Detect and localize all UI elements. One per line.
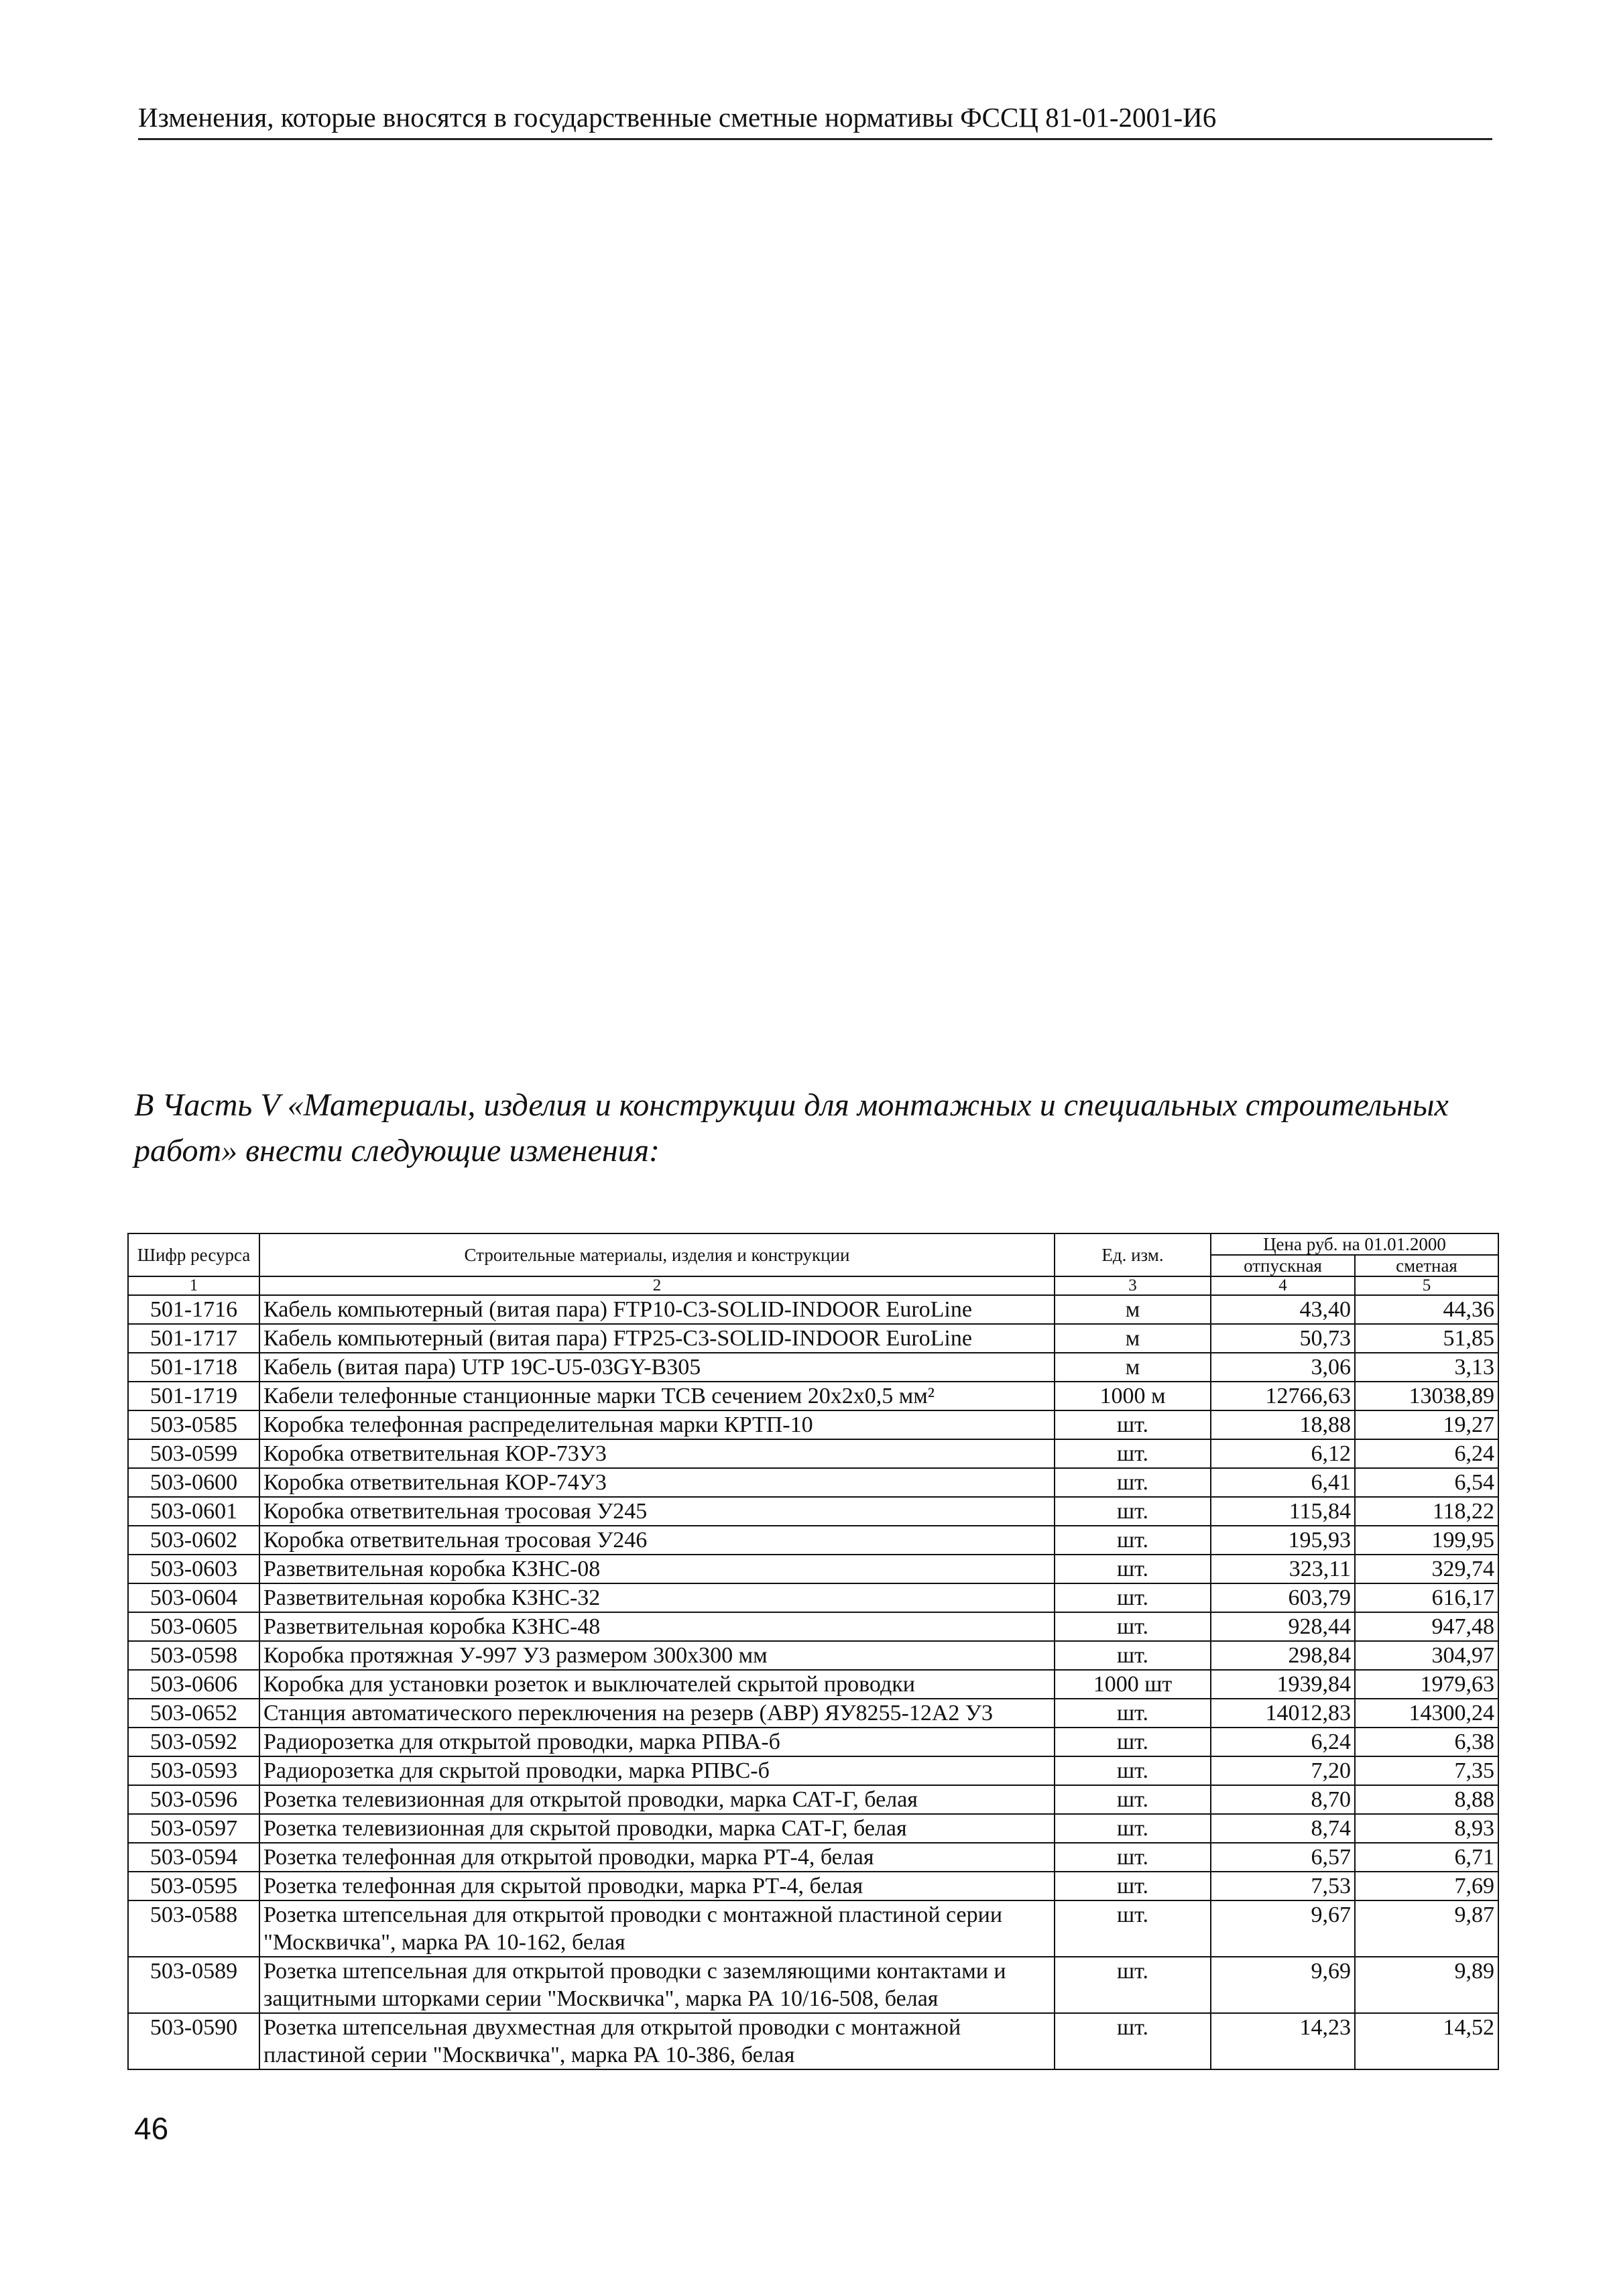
estimate-price-cell: 14,52 bbox=[1355, 2013, 1498, 2069]
unit-cell: шт. bbox=[1055, 1699, 1211, 1728]
col-header-release-price: отпускная bbox=[1211, 1255, 1355, 1276]
release-price-cell: 6,12 bbox=[1211, 1439, 1355, 1468]
table-row bbox=[128, 1900, 1498, 1957]
estimate-price-cell: 7,69 bbox=[1355, 1872, 1498, 1900]
resource-code-cell: 503-0590 bbox=[128, 2013, 259, 2069]
table-row bbox=[128, 1382, 1498, 1410]
unit-cell: м bbox=[1055, 1295, 1211, 1324]
resource-code-cell: 503-0652 bbox=[128, 1699, 259, 1728]
estimate-price-cell: 19,27 bbox=[1355, 1410, 1498, 1439]
table-row bbox=[128, 1957, 1498, 2013]
release-price-cell: 9,67 bbox=[1211, 1900, 1355, 1957]
release-price-cell: 43,40 bbox=[1211, 1295, 1355, 1324]
resource-code-cell: 503-0589 bbox=[128, 1957, 259, 2013]
release-price-cell: 7,20 bbox=[1211, 1756, 1355, 1785]
document-header: Изменения, которые вносятся в государственные сметные нормативы ФССЦ 81-01-2001-И6 bbox=[138, 101, 1492, 140]
resource-code-cell: 501-1718 bbox=[128, 1353, 259, 1382]
release-price-cell: 8,74 bbox=[1211, 1814, 1355, 1843]
resource-code-cell: 503-0588 bbox=[128, 1900, 259, 1957]
estimate-price-cell: 51,85 bbox=[1355, 1324, 1498, 1353]
resource-code-cell: 503-0592 bbox=[128, 1728, 259, 1756]
table-row bbox=[128, 1728, 1498, 1756]
resource-name-cell: Коробка для установки розеток и выключателей скрытой проводки bbox=[259, 1670, 1055, 1699]
release-price-cell: 14,23 bbox=[1211, 2013, 1355, 2069]
estimate-price-cell: 7,35 bbox=[1355, 1756, 1498, 1785]
estimate-price-cell: 9,87 bbox=[1355, 1900, 1498, 1957]
release-price-cell: 3,06 bbox=[1211, 1353, 1355, 1382]
table-row bbox=[128, 1670, 1498, 1699]
page-number: 46 bbox=[134, 2111, 169, 2146]
resource-name-cell: Кабели телефонные станционные марки ТСВ сечением 20x2x0,5 мм² bbox=[259, 1382, 1055, 1410]
unit-cell: шт. bbox=[1055, 1641, 1211, 1670]
table-row bbox=[128, 1843, 1498, 1872]
resource-name-cell: Розетка штепсельная для открытой проводки с монтажной пластиной серии "Москвичка", марка РА 10-162, белая bbox=[259, 1900, 1055, 1957]
resource-name-cell: Коробка телефонная распределительная марки КРТП-10 bbox=[259, 1410, 1055, 1439]
release-price-cell: 603,79 bbox=[1211, 1583, 1355, 1612]
resource-name-cell: Розетка телефонная для скрытой проводки, марка РТ-4, белая bbox=[259, 1872, 1055, 1900]
resource-price-table bbox=[127, 1233, 1499, 2070]
resource-code-cell: 503-0597 bbox=[128, 1814, 259, 1843]
unit-cell: шт. bbox=[1055, 1583, 1211, 1612]
release-price-cell: 115,84 bbox=[1211, 1497, 1355, 1526]
unit-cell: 1000 шт bbox=[1055, 1670, 1211, 1699]
estimate-price-cell: 14300,24 bbox=[1355, 1699, 1498, 1728]
resource-code-cell: 503-0601 bbox=[128, 1497, 259, 1526]
resource-name-cell: Станция автоматического переключения на резерв (АВР) ЯУ8255-12А2 У3 bbox=[259, 1699, 1055, 1728]
release-price-cell: 6,57 bbox=[1211, 1843, 1355, 1872]
unit-cell: шт. bbox=[1055, 1439, 1211, 1468]
table-row bbox=[128, 1555, 1498, 1583]
resource-code-cell: 503-0600 bbox=[128, 1468, 259, 1497]
resource-name-cell: Коробка ответвительная тросовая У245 bbox=[259, 1497, 1055, 1526]
release-price-cell: 6,24 bbox=[1211, 1728, 1355, 1756]
table-row bbox=[128, 1295, 1498, 1324]
resource-name-cell: Кабель компьютерный (витая пара) FTP10-C3-SOLID-INDOOR EuroLine bbox=[259, 1295, 1055, 1324]
release-price-cell: 298,84 bbox=[1211, 1641, 1355, 1670]
unit-cell: шт. bbox=[1055, 1872, 1211, 1900]
table-row bbox=[128, 1814, 1498, 1843]
resource-name-cell: Коробка ответвительная КОР-74У3 bbox=[259, 1468, 1055, 1497]
intro-paragraph: В Часть V «Материалы, изделия и конструкции для монтажных и специальных строительных работ» внести следующие изменения: bbox=[134, 1087, 1449, 1168]
resource-code-cell: 503-0593 bbox=[128, 1756, 259, 1785]
estimate-price-cell: 8,88 bbox=[1355, 1785, 1498, 1814]
unit-cell: шт. bbox=[1055, 1957, 1211, 2013]
resource-name-cell: Розетка штепсельная двухместная для открытой проводки с монтажной пластиной серии "Москвичка", марка РА 10-386, белая bbox=[259, 2013, 1055, 2069]
estimate-price-cell: 304,97 bbox=[1355, 1641, 1498, 1670]
resource-name-cell: Разветвительная коробка КЗНС-32 bbox=[259, 1583, 1055, 1612]
table-row bbox=[128, 1324, 1498, 1353]
estimate-price-cell: 44,36 bbox=[1355, 1295, 1498, 1324]
estimate-price-cell: 199,95 bbox=[1355, 1526, 1498, 1555]
unit-cell: 1000 м bbox=[1055, 1382, 1211, 1410]
resource-code-cell: 503-0596 bbox=[128, 1785, 259, 1814]
table-row bbox=[128, 1612, 1498, 1641]
release-price-cell: 18,88 bbox=[1211, 1410, 1355, 1439]
unit-cell: шт. bbox=[1055, 1756, 1211, 1785]
unit-cell: м bbox=[1055, 1353, 1211, 1382]
resource-code-cell: 503-0602 bbox=[128, 1526, 259, 1555]
unit-cell: шт. bbox=[1055, 1728, 1211, 1756]
release-price-cell: 9,69 bbox=[1211, 1957, 1355, 2013]
resource-name-cell: Кабель компьютерный (витая пара) FTP25-C3-SOLID-INDOOR EuroLine bbox=[259, 1324, 1055, 1353]
release-price-cell: 195,93 bbox=[1211, 1526, 1355, 1555]
estimate-price-cell: 6,24 bbox=[1355, 1439, 1498, 1468]
unit-cell: шт. bbox=[1055, 1468, 1211, 1497]
column-number: 3 bbox=[1055, 1276, 1211, 1295]
resource-name-cell: Розетка телевизионная для скрытой проводки, марка САТ-Г, белая bbox=[259, 1814, 1055, 1843]
estimate-price-cell: 1979,63 bbox=[1355, 1670, 1498, 1699]
col-header-price: Цена руб. на 01.01.2000 bbox=[1211, 1233, 1498, 1255]
release-price-cell: 14012,83 bbox=[1211, 1699, 1355, 1728]
resource-name-cell: Коробка ответвительная КОР-73У3 bbox=[259, 1439, 1055, 1468]
estimate-price-cell: 9,89 bbox=[1355, 1957, 1498, 2013]
table-row bbox=[128, 1526, 1498, 1555]
estimate-price-cell: 329,74 bbox=[1355, 1555, 1498, 1583]
column-number: 2 bbox=[259, 1276, 1055, 1295]
resource-name-cell: Коробка ответвительная тросовая У246 bbox=[259, 1526, 1055, 1555]
resource-code-cell: 503-0585 bbox=[128, 1410, 259, 1439]
estimate-price-cell: 118,22 bbox=[1355, 1497, 1498, 1526]
resource-name-cell: Разветвительная коробка КЗНС-48 bbox=[259, 1612, 1055, 1641]
col-header-unit: Ед. изм. bbox=[1055, 1233, 1211, 1276]
table-row bbox=[128, 1439, 1498, 1468]
table-row bbox=[128, 1410, 1498, 1439]
estimate-price-cell: 616,17 bbox=[1355, 1583, 1498, 1612]
resource-code-cell: 503-0603 bbox=[128, 1555, 259, 1583]
estimate-price-cell: 6,54 bbox=[1355, 1468, 1498, 1497]
unit-cell: шт. bbox=[1055, 2013, 1211, 2069]
table-row bbox=[128, 1468, 1498, 1497]
table-row bbox=[128, 1641, 1498, 1670]
unit-cell: шт. bbox=[1055, 1555, 1211, 1583]
resource-code-cell: 503-0604 bbox=[128, 1583, 259, 1612]
resource-code-cell: 503-0599 bbox=[128, 1439, 259, 1468]
resource-code-cell: 503-0605 bbox=[128, 1612, 259, 1641]
col-header-name: Строительные материалы, изделия и конструкции bbox=[259, 1233, 1055, 1276]
resource-name-cell: Коробка протяжная У-997 У3 размером 300x300 мм bbox=[259, 1641, 1055, 1670]
estimate-price-cell: 6,38 bbox=[1355, 1728, 1498, 1756]
resource-code-cell: 503-0595 bbox=[128, 1872, 259, 1900]
estimate-price-cell: 6,71 bbox=[1355, 1843, 1498, 1872]
resource-name-cell: Розетка телевизионная для открытой проводки, марка САТ-Г, белая bbox=[259, 1785, 1055, 1814]
col-header-code: Шифр ресурса bbox=[128, 1233, 259, 1276]
unit-cell: шт. bbox=[1055, 1785, 1211, 1814]
unit-cell: м bbox=[1055, 1324, 1211, 1353]
release-price-cell: 8,70 bbox=[1211, 1785, 1355, 1814]
release-price-cell: 12766,63 bbox=[1211, 1382, 1355, 1410]
unit-cell: шт. bbox=[1055, 1526, 1211, 1555]
release-price-cell: 323,11 bbox=[1211, 1555, 1355, 1583]
release-price-cell: 50,73 bbox=[1211, 1324, 1355, 1353]
unit-cell: шт. bbox=[1055, 1900, 1211, 1957]
resource-code-cell: 503-0598 bbox=[128, 1641, 259, 1670]
unit-cell: шт. bbox=[1055, 1843, 1211, 1872]
estimate-price-cell: 3,13 bbox=[1355, 1353, 1498, 1382]
table-row bbox=[128, 1756, 1498, 1785]
column-number: 4 bbox=[1211, 1276, 1355, 1295]
table-row bbox=[128, 1353, 1498, 1382]
resource-name-cell: Разветвительная коробка КЗНС-08 bbox=[259, 1555, 1055, 1583]
table-row bbox=[128, 1583, 1498, 1612]
estimate-price-cell: 8,93 bbox=[1355, 1814, 1498, 1843]
resource-code-cell: 501-1719 bbox=[128, 1382, 259, 1410]
column-number: 5 bbox=[1355, 1276, 1498, 1295]
release-price-cell: 7,53 bbox=[1211, 1872, 1355, 1900]
resource-name-cell: Розетка телефонная для открытой проводки, марка РТ-4, белая bbox=[259, 1843, 1055, 1872]
resource-name-cell: Розетка штепсельная для открытой проводки с заземляющими контактами и защитными шторками серии "Москвичка", марка РА 10/16-508, белая bbox=[259, 1957, 1055, 2013]
table-body bbox=[128, 1295, 1498, 2069]
release-price-cell: 6,41 bbox=[1211, 1468, 1355, 1497]
estimate-price-cell: 13038,89 bbox=[1355, 1382, 1498, 1410]
table-row bbox=[128, 1785, 1498, 1814]
column-number: 1 bbox=[128, 1276, 259, 1295]
resource-code-cell: 501-1717 bbox=[128, 1324, 259, 1353]
column-number-row bbox=[128, 1276, 1498, 1295]
release-price-cell: 1939,84 bbox=[1211, 1670, 1355, 1699]
table-row bbox=[128, 1872, 1498, 1900]
unit-cell: шт. bbox=[1055, 1410, 1211, 1439]
col-header-estimate-price: сметная bbox=[1355, 1255, 1498, 1276]
resource-name-cell: Радиорозетка для скрытой проводки, марка РПВС-б bbox=[259, 1756, 1055, 1785]
resource-code-cell: 503-0606 bbox=[128, 1670, 259, 1699]
estimate-price-cell: 947,48 bbox=[1355, 1612, 1498, 1641]
resource-name-cell: Кабель (витая пара) UTP 19C-U5-03GY-B305 bbox=[259, 1353, 1055, 1382]
release-price-cell: 928,44 bbox=[1211, 1612, 1355, 1641]
table-header-row bbox=[128, 1233, 1498, 1255]
resource-code-cell: 503-0594 bbox=[128, 1843, 259, 1872]
table-row bbox=[128, 1699, 1498, 1728]
unit-cell: шт. bbox=[1055, 1497, 1211, 1526]
resource-code-cell: 501-1716 bbox=[128, 1295, 259, 1324]
unit-cell: шт. bbox=[1055, 1612, 1211, 1641]
unit-cell: шт. bbox=[1055, 1814, 1211, 1843]
table-row bbox=[128, 2013, 1498, 2069]
table-row bbox=[128, 1497, 1498, 1526]
resource-name-cell: Радиорозетка для открытой проводки, марка РПВА-б bbox=[259, 1728, 1055, 1756]
